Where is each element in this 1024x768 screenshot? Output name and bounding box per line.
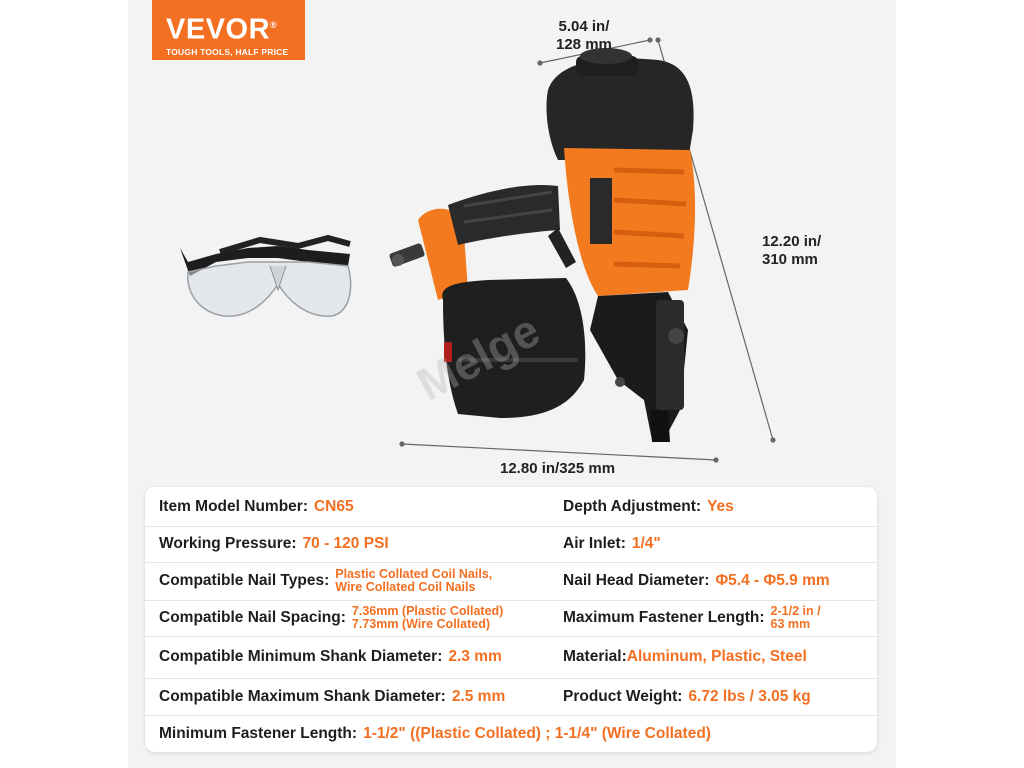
spec-value: 6.72 lbs / 3.05 kg [688,687,811,705]
spec-label: Air Inlet: [563,535,626,552]
height-dimension: 12.20 in/ 310 mm [762,233,822,268]
product-canvas [128,0,896,768]
brand-tagline: TOUGH TOOLS, HALF PRICE [166,46,289,57]
spec-value: Plastic Collated Coil Nails, Wire Collated Coil Nails [335,567,493,594]
spec-label: Maximum Fastener Length: [563,609,765,626]
brand-name: VEVOR [166,13,271,46]
spec-label: Item Model Number: [159,497,308,515]
spec-value: Φ5.4 - Φ5.9 mm [715,572,830,589]
spec-label: Product Weight: [563,687,683,705]
safety-glasses-image [180,238,351,316]
registered-mark: ® [270,20,278,30]
spec-label: Nail Head Diameter: [563,572,710,589]
spec-label: Minimum Fastener Length: [159,724,358,742]
spec-value: 1-1/2" ((Plastic Collated) ; 1-1/4" (Wire Collated) [363,724,711,742]
spec-table [145,487,877,752]
spec-label: Working Pressure: [159,535,297,552]
spec-value: 2.5 mm [451,687,506,705]
spec-value: 2.3 mm [448,648,502,665]
width-dimension: 5.04 in/ 128 mm [556,18,612,53]
spec-value: CN65 [313,497,354,515]
spec-row [145,715,877,752]
spec-value: Yes [707,497,734,515]
spec-label: Material: [563,648,627,665]
spec-row [145,678,877,716]
spec-label: Compatible Nail Spacing: [159,609,346,626]
spec-value: 7.36mm (Plastic Collated) 7.73mm (Wire Collated) [351,604,504,631]
spec-label: Compatible Nail Types: [159,572,330,589]
spec-label: Depth Adjustment: [563,497,702,515]
spec-row [145,600,877,637]
spec-row [145,562,877,601]
spec-value: 2-1/2 in / 63 mm [770,604,821,631]
spec-value: 70 - 120 PSI [302,535,389,552]
spec-label: Compatible Minimum Shank Diameter: [159,648,443,665]
spec-label: Compatible Maximum Shank Diameter: [159,687,446,705]
spec-row [145,636,877,679]
watermark-text: Melge [408,303,548,411]
spec-row [145,526,877,563]
spec-row [145,487,877,527]
spec-value: 1/4" [631,535,661,552]
length-dimension: 12.80 in/325 mm [500,460,616,477]
spec-value: Aluminum, Plastic, Steel [626,648,807,665]
